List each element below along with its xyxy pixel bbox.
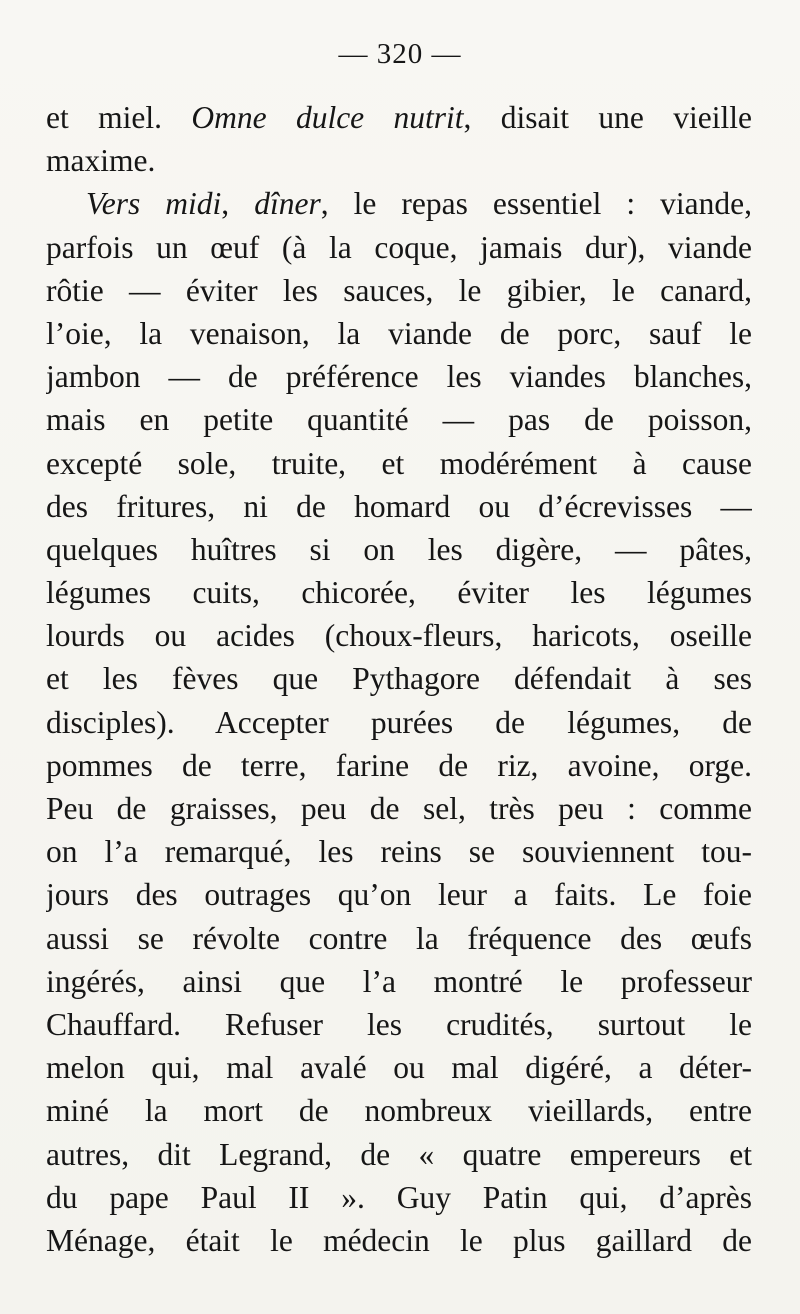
text-line-1: et miel. Omne dulce nutrit, disait une vieille <box>46 100 752 135</box>
text-line-10: des fritures, ni de homard ou d’écrevisses — <box>46 488 752 524</box>
page-number: — 320 — <box>338 38 462 70</box>
text-line-7: jambon — de préférence les viandes blanches, <box>46 359 752 395</box>
text-line-25: autres, dit Legrand, de « quatre empereurs et <box>46 1136 752 1172</box>
text-line-5: rôtie — éviter les sauces, le gibier, le canard, <box>46 272 752 308</box>
text-line-3: Vers midi, dîner, le repas essentiel : viande, <box>86 186 752 222</box>
text-line-2: maxime. <box>46 143 156 179</box>
text-line-6: l’oie, la venaison, la viande de porc, sauf le <box>46 315 752 351</box>
text-line-14: et les fèves que Pythagore défendait à ses <box>46 661 752 697</box>
text-line-12: légumes cuits, chicorée, éviter les légumes <box>46 575 752 611</box>
text-line-18: on l’a remarqué, les reins se souviennent tou- <box>46 834 752 870</box>
text-line-22: Chauffard. Refuser les crudités, surtout le <box>46 1006 752 1042</box>
text-line-20: aussi se révolte contre la fréquence des œufs <box>46 920 752 956</box>
text-line-9: excepté sole, truite, et modérément à cause <box>46 445 752 481</box>
text-line-15: disciples). Accepter purées de légumes, de <box>46 704 752 740</box>
text-line-23: melon qui, mal avalé ou mal digéré, a déter- <box>46 1050 752 1086</box>
body-text <box>46 96 752 1262</box>
text-line-8: mais en petite quantité — pas de poisson, <box>46 402 752 438</box>
text-line-26: du pape Paul II ». Guy Patin qui, d’après <box>46 1179 752 1215</box>
text-line-16: pommes de terre, farine de riz, avoine, orge. <box>46 747 752 783</box>
text-line-19: jours des outrages qu’on leur a faits. Le foie <box>46 877 752 913</box>
text-line-21: ingérés, ainsi que l’a montré le professeur <box>46 963 752 999</box>
text-line-11: quelques huîtres si on les digère, — pâtes, <box>46 531 752 567</box>
text-line-24: miné la mort de nombreux vieillards, entre <box>46 1093 752 1129</box>
text-line-27: Ménage, était le médecin le plus gaillard de <box>46 1222 752 1258</box>
text-line-4: parfois un œuf (à la coque, jamais dur), viande <box>46 229 752 265</box>
text-line-17: Peu de graisses, peu de sel, très peu : comme <box>46 791 752 826</box>
text-line-13: lourds ou acides (choux-fleurs, haricots, oseille <box>46 618 752 654</box>
latin-maxim: Omne dulce nutrit <box>191 100 464 135</box>
